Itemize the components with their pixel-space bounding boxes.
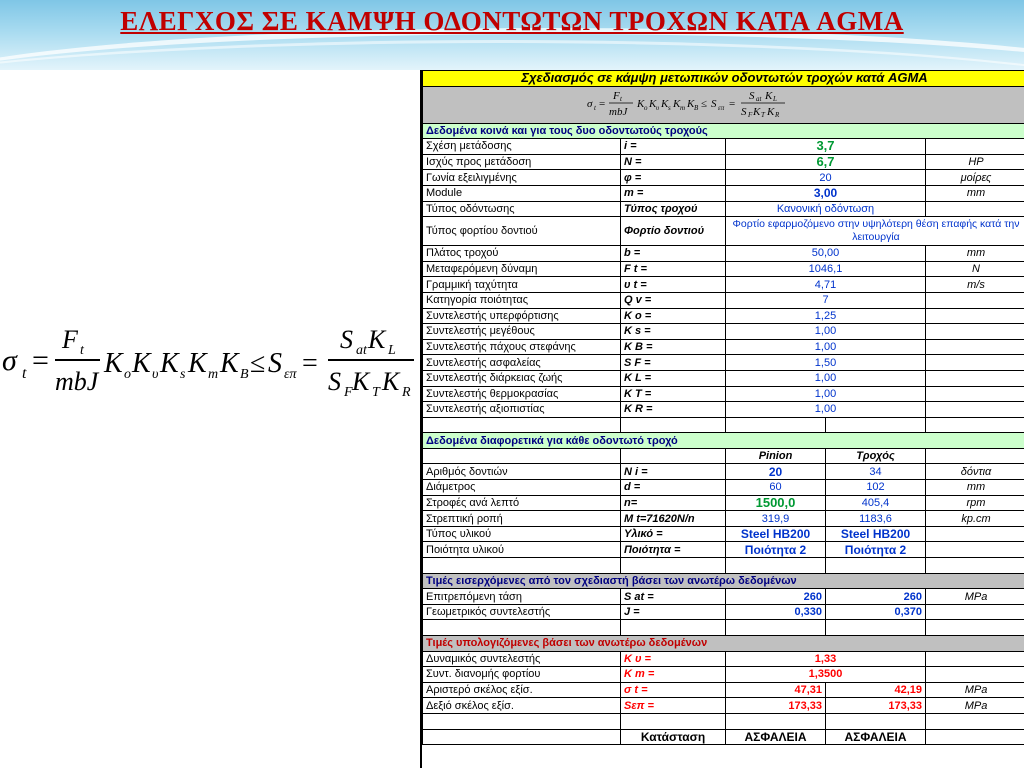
section-row-common bbox=[423, 123, 1024, 139]
svg-text:R: R bbox=[774, 110, 779, 119]
svg-text:υ: υ bbox=[655, 103, 659, 112]
svg-text:t: t bbox=[80, 343, 84, 358]
svg-text:σ: σ bbox=[586, 97, 592, 110]
table-row: Συντελεστής υπερφόρτισης K o = 1,25 bbox=[423, 308, 1024, 324]
table-row: Τύπος υλικού Υλικό = Steel HB200 Steel HB200 bbox=[423, 526, 1024, 542]
svg-text:=: = bbox=[728, 97, 735, 110]
table-row: Διάμετρος d = 60 102 mm bbox=[423, 480, 1024, 496]
svg-text:K: K bbox=[672, 97, 680, 110]
svg-text:t: t bbox=[619, 94, 622, 103]
table-row: Ισχύς προς μετάδοση N = 6,7 HP bbox=[423, 154, 1024, 170]
svg-text:B: B bbox=[693, 103, 698, 112]
table-row: Συντελεστής θερμοκρασίας K T = 1,00 bbox=[423, 386, 1024, 402]
svg-text:υ: υ bbox=[152, 367, 159, 382]
svg-text:m: m bbox=[679, 103, 685, 112]
table-row: Συντελεστής μεγέθους K s = 1,00 bbox=[423, 324, 1024, 340]
svg-text:mbJ: mbJ bbox=[55, 367, 99, 396]
svg-text:K: K bbox=[104, 348, 123, 379]
svg-text:K: K bbox=[382, 367, 400, 396]
svg-text:m: m bbox=[208, 367, 219, 382]
svg-text:=: = bbox=[32, 344, 49, 377]
svg-text:επ: επ bbox=[717, 103, 724, 112]
svg-text:≤: ≤ bbox=[700, 97, 707, 110]
svg-text:L: L bbox=[772, 94, 777, 103]
table-row: Συντελεστής ασφαλείας S F = 1,50 bbox=[423, 355, 1024, 371]
table-row: Στροφές ανά λεπτό n= 1500,0 405,4 rpm bbox=[423, 495, 1024, 511]
svg-text:T: T bbox=[760, 110, 765, 119]
empty-row bbox=[423, 558, 1024, 574]
formula-row bbox=[423, 86, 1024, 123]
empty-row bbox=[423, 620, 1024, 636]
section-title: Τιμές υπολογιζόμενες βάσει των ανωτέρω δεδομένων bbox=[423, 636, 1024, 652]
svg-text:K: K bbox=[660, 97, 668, 110]
table-row: Γεωμετρικός συντελεστής J = 0,330 0,370 bbox=[423, 604, 1024, 620]
table-row: Δυναμικός συντελεστής K υ = 1,33 bbox=[423, 651, 1024, 667]
table-header-row bbox=[423, 71, 1024, 87]
svg-text:K: K bbox=[188, 348, 207, 379]
svg-text:mbJ: mbJ bbox=[608, 105, 627, 118]
status-pinion: ΑΣΦΑΛΕΙΑ bbox=[726, 729, 826, 745]
svg-text:S: S bbox=[340, 325, 353, 354]
svg-text:K: K bbox=[648, 97, 656, 110]
table-row: Γωνία εξειλιγμένης φ = 20 μοίρες bbox=[423, 170, 1024, 186]
svg-text:F: F bbox=[344, 385, 353, 400]
table-row: Συντελεστής διάρκειας ζωής K L = 1,00 bbox=[423, 370, 1024, 386]
column-header-gear: Τροχός bbox=[826, 448, 926, 464]
svg-text:S: S bbox=[268, 348, 282, 379]
svg-text:K: K bbox=[766, 105, 774, 118]
svg-text:K: K bbox=[764, 89, 772, 102]
svg-text:K: K bbox=[752, 105, 760, 118]
status-gear: ΑΣΦΑΛΕΙΑ bbox=[826, 729, 926, 745]
table-row: Στρεπτική ροπή M t=71620N/n 319,9 1183,6 kp.cm bbox=[423, 511, 1024, 527]
table-row: Μεταφερόμενη δύναμη F t = 1046,1 N bbox=[423, 261, 1024, 277]
small-formula bbox=[585, 87, 865, 119]
svg-text:s: s bbox=[667, 103, 671, 112]
svg-text:s: s bbox=[180, 367, 186, 382]
section-title: Δεδομένα κοινά και για τους δυο οδοντωτούς τροχούς bbox=[423, 123, 1024, 139]
svg-text:F: F bbox=[747, 110, 752, 119]
table-row: Τύπος φορτίου δοντιού Φορτίο δοντιού Φορτίο εφαρμοζόμενο στην υψηλότερη θέση επαφής κατά την λειτουργία bbox=[423, 217, 1024, 246]
table-row: Κατηγορία ποιότητας Q v = 7 bbox=[423, 292, 1024, 308]
svg-text:K: K bbox=[636, 97, 644, 110]
table-row: Συντ. διανομής φορτίου K m = 1,3500 bbox=[423, 667, 1024, 683]
table-row: Τύπος οδόντωσης Τύπος τροχού Κανονική οδόντωση bbox=[423, 201, 1024, 217]
svg-text:T: T bbox=[372, 385, 380, 400]
table-row: Ποιότητα υλικού Ποιότητα = Ποιότητα 2 Ποιότητα 2 bbox=[423, 542, 1024, 558]
svg-text:επ: επ bbox=[284, 367, 297, 382]
svg-text:K: K bbox=[368, 325, 386, 354]
section-row-calculated bbox=[423, 636, 1024, 652]
svg-text:o: o bbox=[124, 367, 131, 382]
svg-text:K: K bbox=[220, 348, 239, 379]
svg-text:at: at bbox=[755, 94, 761, 103]
svg-text:at: at bbox=[356, 343, 367, 358]
slide-title: ΕΛΕΓΧΟΣ ΣΕ ΚΑΜΨΗ ΟΔΟΝΤΩΤΩΝ ΤΡΟΧΩΝ ΚΑΤΑ AGMA bbox=[120, 6, 904, 36]
svg-text:F: F bbox=[62, 325, 78, 354]
svg-text:B: B bbox=[240, 367, 249, 382]
svg-text:=: = bbox=[598, 97, 605, 110]
svg-text:K: K bbox=[352, 367, 370, 396]
svg-text:=: = bbox=[302, 348, 318, 379]
table-row: Module m = 3,00 mm bbox=[423, 185, 1024, 201]
svg-text:K: K bbox=[686, 97, 694, 110]
status-row bbox=[423, 729, 1024, 745]
svg-text:K: K bbox=[160, 348, 179, 379]
table-row: Αριστερό σκέλος εξίσ. σ t = 47,31 42,19 MPa bbox=[423, 682, 1024, 698]
svg-text:S: S bbox=[710, 97, 716, 110]
section-row-different bbox=[423, 433, 1024, 449]
table-row: Σχέση μετάδοσης i = 3,7 bbox=[423, 139, 1024, 155]
empty-row bbox=[423, 417, 1024, 433]
svg-text:F: F bbox=[612, 89, 620, 102]
status-label: Κατάσταση bbox=[621, 729, 726, 745]
svg-text:σ: σ bbox=[2, 344, 17, 377]
svg-text:S: S bbox=[328, 367, 341, 396]
table-row: Συντελεστής αξιοπιστίας K R = 1,00 bbox=[423, 402, 1024, 418]
svg-text:S: S bbox=[748, 89, 754, 102]
section-title: Δεδομένα διαφορετικά για κάθε οδοντωτό τροχό bbox=[423, 433, 1024, 449]
table-row: Συντελεστής πάχους στεφάνης K B = 1,00 bbox=[423, 339, 1024, 355]
agma-bending-table bbox=[422, 70, 1024, 745]
svg-text:t: t bbox=[22, 365, 27, 382]
column-header-row bbox=[423, 448, 1024, 464]
table-row: Επιτρεπόμενη τάση S at = 260 260 MPa bbox=[423, 589, 1024, 605]
svg-text:R: R bbox=[402, 385, 411, 400]
svg-text:S: S bbox=[740, 105, 746, 118]
table-row: Γραμμική ταχύτητα υ t = 4,71 m/s bbox=[423, 277, 1024, 293]
table-header: Σχεδιασμός σε κάμψη μετωπικών οδοντωτών τροχών κατά AGMA bbox=[423, 71, 1024, 87]
svg-text:o: o bbox=[643, 103, 647, 112]
bending-stress-formula bbox=[0, 318, 420, 404]
empty-row bbox=[423, 713, 1024, 729]
table-row: Δεξιό σκέλος εξίσ. Sεπ = 173,33 173,33 MPa bbox=[423, 698, 1024, 714]
column-header-pinion: Pinion bbox=[726, 448, 826, 464]
table-row: Αριθμός δοντιών N i = 20 34 δόντια bbox=[423, 464, 1024, 480]
svg-text:≤: ≤ bbox=[250, 348, 266, 379]
svg-text:K: K bbox=[132, 348, 151, 379]
spreadsheet bbox=[420, 70, 1024, 768]
svg-text:t: t bbox=[593, 103, 596, 112]
svg-text:L: L bbox=[388, 343, 396, 358]
section-row-input bbox=[423, 573, 1024, 589]
table-row: Πλάτος τροχού b = 50,00 mm bbox=[423, 246, 1024, 262]
section-title: Τιμές εισερχόμενες από τον σχεδιαστή βάσει των ανωτέρω δεδομένων bbox=[423, 573, 1024, 589]
